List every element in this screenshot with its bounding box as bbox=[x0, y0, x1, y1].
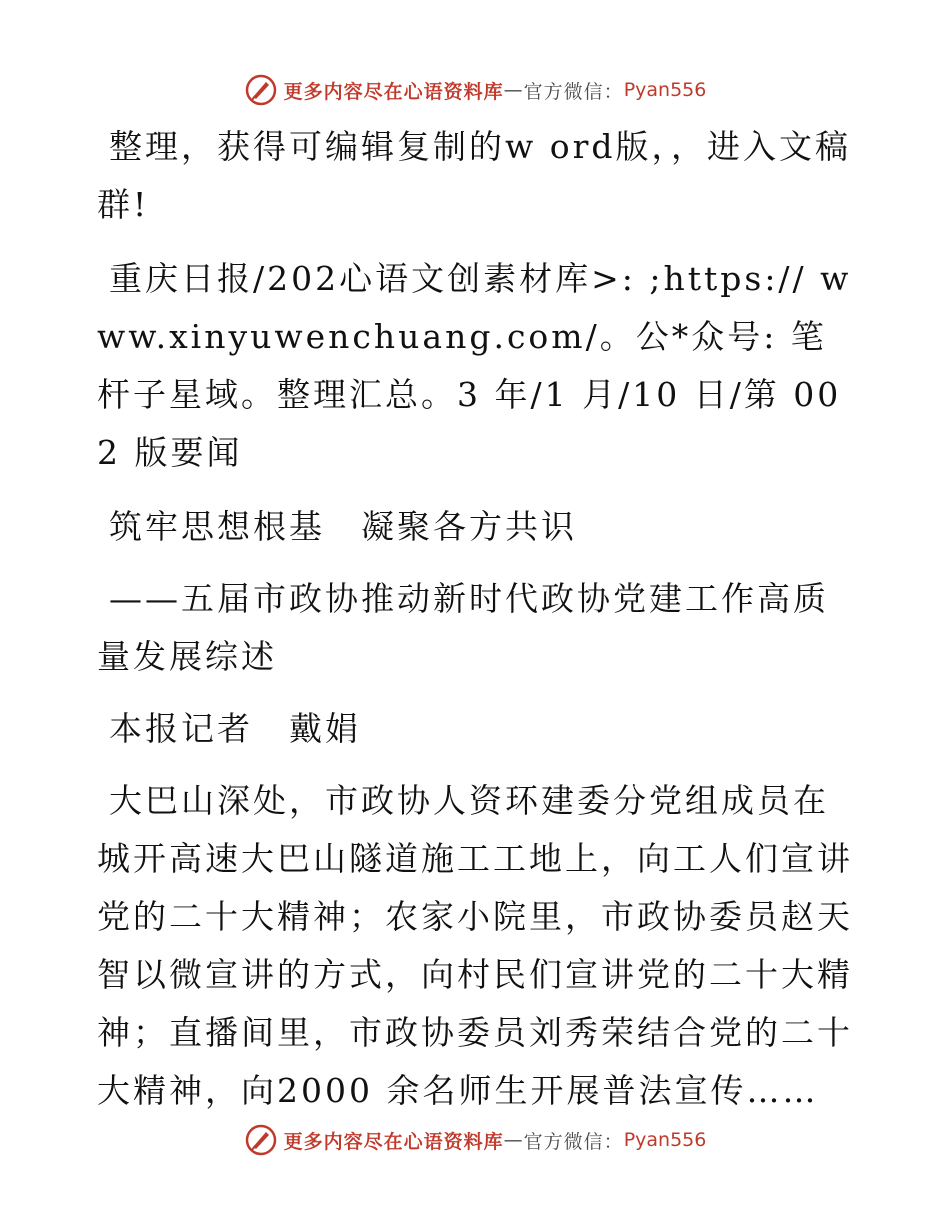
header-banner bbox=[0, 70, 950, 110]
article-subtitle: ——五届市政协推动新时代政协党建工作高质量发展综述 bbox=[97, 579, 829, 676]
footer-slogan: 更多内容尽在心语资料库 bbox=[283, 1130, 504, 1153]
quill-pen-logo-icon bbox=[244, 73, 278, 107]
header-wechat-id: Pyan556 bbox=[623, 79, 707, 101]
footer-wechat-label: 官方微信： bbox=[523, 1130, 624, 1153]
header-separator: — bbox=[503, 79, 524, 101]
document-body bbox=[97, 118, 857, 1136]
footer-wechat-id: Pyan556 bbox=[623, 1129, 707, 1151]
body-paragraph: 大巴山深处，市政协人资环建委分党组成员在城开高速大巴山隧道施工工地上，向工人们宣讲党的二十大精神；农家小院里，市政协委员赵天智以微宣讲的方式，向村民们宣讲党的二十大精神；直播间里，市政协委员刘秀荣结合党的二十大精神，向2000 余名师生开展普法宣传…… bbox=[97, 781, 853, 1110]
quill-pen-logo-icon bbox=[244, 1123, 278, 1157]
footer-separator: — bbox=[503, 1129, 524, 1151]
footer-banner bbox=[0, 1120, 950, 1160]
source-paragraph: 重庆日报/202心语文创素材库>: ;https:// www.xinyuwenchuang.com/。公*众号: 笔杆子星域。整理汇总。3 年/1 月/10 日/第 002 版要闻 bbox=[97, 259, 852, 472]
article-byline: 本报记者 戴娟 bbox=[109, 709, 361, 748]
article-title: 筑牢思想根基 凝聚各方共识 bbox=[109, 507, 577, 546]
header-slogan: 更多内容尽在心语资料库 bbox=[283, 80, 504, 103]
header-wechat-label: 官方微信： bbox=[523, 80, 624, 103]
intro-paragraph: 整理，获得可编辑复制的w ord版，，进入文稿群! bbox=[97, 127, 852, 224]
